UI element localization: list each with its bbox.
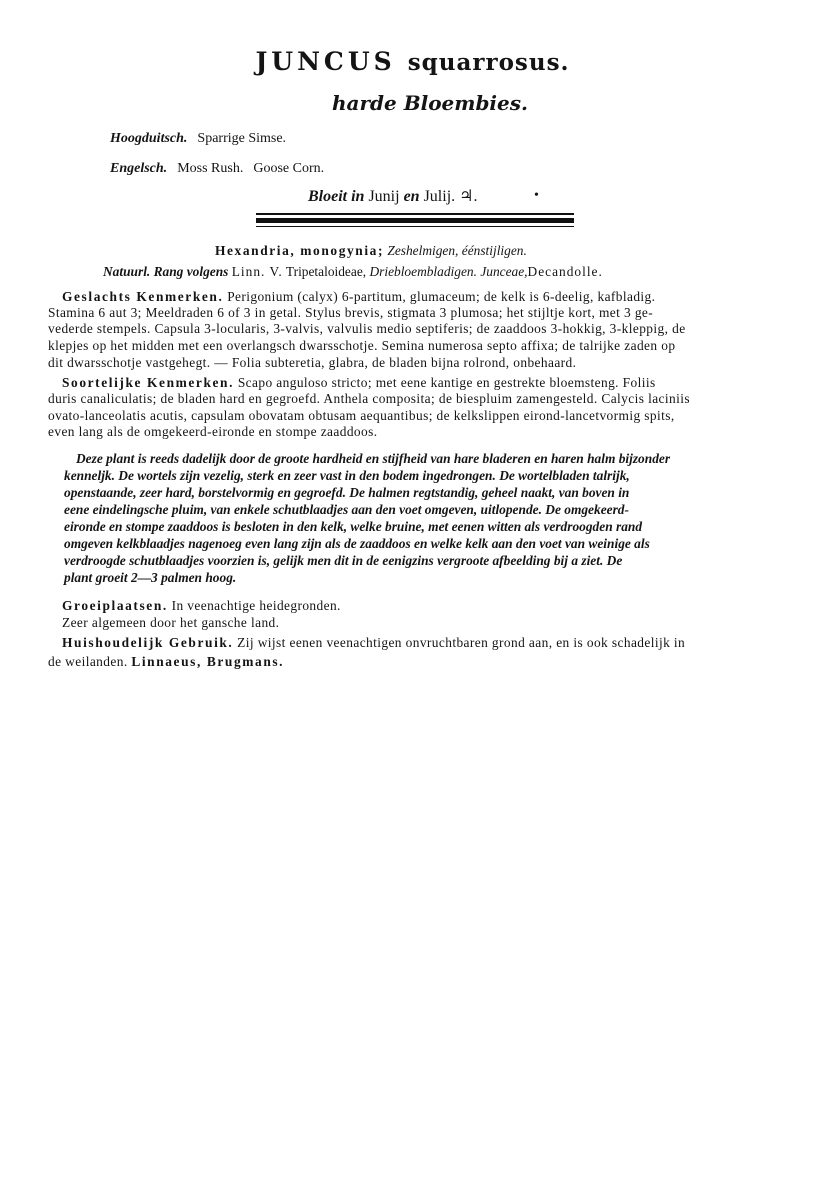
section-heading: Soortelijke Kenmerken. xyxy=(62,375,235,390)
section-heading: Geslachts Kenmerken. xyxy=(62,289,224,304)
genus-name: JUNCUS xyxy=(255,47,396,76)
description-line: eironde en stompe zaaddoos is besloten in den kelk, welke bruine, met eenen witten als verdroogden rand xyxy=(64,519,643,534)
flowering-month: Junij xyxy=(368,188,400,205)
body-text: Stamina 6 aut 3; Meeldraden 6 of 3 in getal. Stylus brevis, stigmata 3 plumosa; het stijltje kort, met 3 ge- xyxy=(48,305,654,320)
description-line: Deze plant is reeds dadelijk door de groote hardheid en stijfheid van hare bladeren en haren halm bijzonder xyxy=(76,451,671,466)
body-text: Scapo anguloso stricto; met eene kantige en gestrekte bloemsteng. Foliis xyxy=(237,375,656,390)
section-heading: Groeiplaatsen. xyxy=(62,598,168,613)
footer-text: Zij wijst eenen veenachtigen onvruchtbaren grond aan, en is ook schadelijk in xyxy=(237,635,686,650)
footer-text: Zeer algemeen door het gansche land. xyxy=(62,615,280,630)
description-line: omgeven kelkblaadjes nagenoeg even lang zijn als de zaaddoos en welke kelk aan den voet van weinige als xyxy=(64,536,650,551)
body-line xyxy=(48,338,675,354)
rank-dutch: Driebloembladigen. xyxy=(369,264,477,279)
body-text: duris canaliculatis; de bladen hard en gegroefd. Anthela composita; de biespluim zamengesteld. Calycis laciniis xyxy=(48,391,690,406)
dot-mark: • xyxy=(534,188,539,203)
footer-text: In veenachtige heidegronden. xyxy=(171,598,341,613)
footer-text: de weilanden. xyxy=(48,654,128,669)
rank-family: Junceae, xyxy=(480,264,528,279)
body-line xyxy=(62,375,656,391)
body-line xyxy=(48,391,690,407)
body-line xyxy=(48,408,675,424)
rank-latin: Tripetaloideae, xyxy=(285,264,367,279)
rank-linn: Linn. V. xyxy=(231,264,283,279)
divider-rule xyxy=(256,218,574,223)
page-title xyxy=(0,47,825,76)
divider-rule xyxy=(256,226,574,227)
perennial-symbol: ♃. xyxy=(459,188,478,205)
vernacular-english xyxy=(110,161,324,177)
divider-rule xyxy=(256,213,574,215)
flowering-period xyxy=(308,186,477,206)
body-text: dit dwarsschotje vastgehegt. — Folia subteretia, glabra, de bladen bijna rolrond, onbehaard. xyxy=(48,355,577,370)
body-line xyxy=(62,289,655,305)
body-text: vederde stempels. Capsula 3-locularis, 3-valvis, valvulis medio septiferis; de zaaddoos 3-hokkig, 3-kleppig, de xyxy=(48,321,686,336)
footer-line xyxy=(48,654,284,670)
section-heading: Huishoudelijk Gebruik. xyxy=(62,635,234,650)
dutch-common-name: harde Bloembies. xyxy=(332,91,528,115)
rank-author: Decandolle. xyxy=(527,264,603,279)
natural-rank-line xyxy=(103,264,603,280)
rank-label: Natuurl. Rang volgens xyxy=(103,264,229,279)
vernacular-german xyxy=(110,131,286,147)
body-line xyxy=(48,355,576,371)
description-line: kenneljk. De wortels zijn vezelig, sterk en zeer vast in den bodem ingedrongen. De wortelbladen talrijk, xyxy=(64,468,630,483)
class-dutch: Zeshelmigen, éénstijligen. xyxy=(387,243,527,258)
body-line xyxy=(48,424,377,440)
description-line: verdroogde schutblaadjes voorzien is, gelijk men dit in de eenigzins vergroote afbeelding bij a ziet. De xyxy=(64,553,623,568)
footer-line xyxy=(62,615,279,631)
flowering-label: Bloeit in xyxy=(308,188,365,205)
description-line: plant groeit 2—3 palmen hoog. xyxy=(64,570,237,585)
body-line xyxy=(48,321,686,337)
footer-line xyxy=(62,598,341,614)
language-label: Engelsch. xyxy=(110,161,168,176)
footer-line xyxy=(62,635,685,651)
body-text: Perigonium (calyx) 6-partitum, glumaceum; de kelk is 6-deelig, kafbladig. xyxy=(227,289,656,304)
body-text: even lang als de omgekeerd-eironde en stompe zaaddoos. xyxy=(48,424,378,439)
authority-names: Linnaeus, Brugmans. xyxy=(131,654,285,669)
flowering-month: Julij. xyxy=(423,188,456,205)
body-line xyxy=(48,305,653,321)
body-text: ovato-lanceolatis acutis, capsulam obovatam obtusam aequantibus; de kelkslippen eirond-lancetvormig spits, xyxy=(48,408,675,423)
description-line: eene eindelingsche pluim, van enkele schutblaadjes aan den voet omgeven, uitlopende. De omgekeerd- xyxy=(64,502,629,517)
language-label: Hoogduitsch. xyxy=(110,131,188,146)
description-line: openstaande, zeer hard, borstelvormig en gegroefd. De halmen regtstandig, geheel naakt, van boven in xyxy=(64,485,630,500)
species-name: squarrosus. xyxy=(407,49,570,76)
vernacular-names: Goose Corn. xyxy=(253,161,325,176)
flowering-conj: en xyxy=(403,188,420,205)
vernacular-names: Sparrige Simse. xyxy=(197,131,287,146)
vernacular-names: Moss Rush. xyxy=(177,161,244,176)
class-latin: Hexandria, monogynia; xyxy=(215,243,385,258)
classification-line xyxy=(215,243,527,259)
body-text: klepjes op het midden met een overlangsch dwarsschotje. Semina numerosa septo affixa; de talrijke zaden op xyxy=(48,338,676,353)
